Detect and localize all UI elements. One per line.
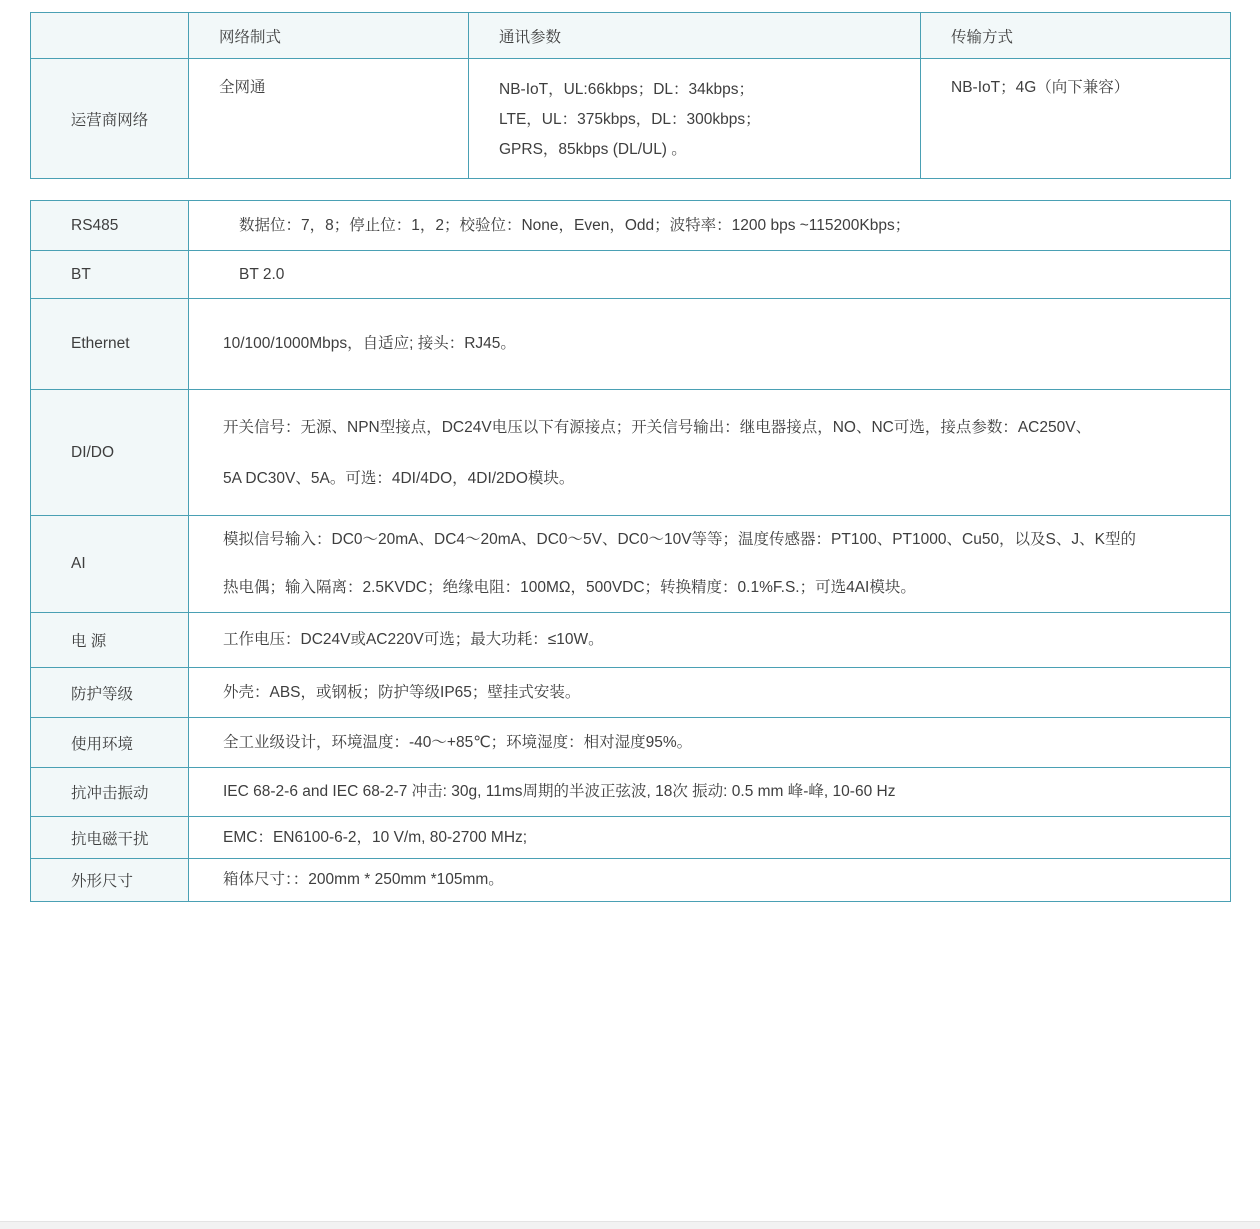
table-row — [31, 613, 1231, 668]
spec-value-line: 5A DC30V、5A。可选：4DI/4DO，4DI/2DO模块。 — [223, 469, 575, 487]
spec-label-dimensions: 外形尺寸 — [31, 859, 189, 902]
spec-value-line: 热电偶；输入隔离：2.5KVDC；绝缘电阻：100MΩ，500VDC；转换精度：0.1%F.S.；可选4AI模块。 — [223, 579, 916, 596]
header-empty-cell — [31, 13, 189, 59]
comm-params-line-nbiot: NB-IoT，UL:66kbps；DL：34kbps； — [499, 81, 754, 98]
header-comm-params: 通讯参数 — [469, 13, 921, 59]
comm-params-line-gprs: GPRS，85kbps (DL/UL) 。 — [499, 141, 687, 158]
header-transmission: 传输方式 — [921, 13, 1231, 59]
footer-strip — [0, 1221, 1260, 1229]
spec-value-shock-vibration — [189, 768, 1231, 817]
spec-table — [30, 200, 1231, 902]
spec-value-line: 全工业级设计，环境温度：-40～+85℃；环境湿度：相对湿度95%。 — [223, 733, 693, 751]
table-row — [31, 201, 1231, 251]
spec-value-line: BT 2.0 — [239, 265, 285, 283]
network-table-data-row — [31, 59, 1231, 179]
transmission-value: NB-IoT；4G（向下兼容） — [921, 59, 1231, 179]
spec-value-line: 模拟信号输入：DC0～20mA、DC4～20mA、DC0～5V、DC0～10V等等；温度传感器：PT100、PT1000、Cu50，以及S、J、K型的 — [223, 531, 1136, 548]
spec-value-line: 箱体尺寸：：200mm * 250mm *105mm。 — [223, 871, 504, 888]
spec-value-emi — [189, 817, 1231, 859]
spec-label-emi: 抗电磁干扰 — [31, 817, 189, 859]
network-table-header-row — [31, 13, 1231, 59]
table-row — [31, 718, 1231, 768]
spec-label-dido: DI/DO — [31, 390, 189, 516]
network-table — [30, 12, 1231, 179]
spec-value-line: 工作电压：DC24V或AC220V可选；最大功耗：≤10W。 — [223, 631, 604, 648]
table-row — [31, 390, 1231, 516]
spec-value-environment — [189, 718, 1231, 768]
table-row — [31, 817, 1231, 859]
comm-params-value — [469, 59, 921, 179]
spec-value-dimensions — [189, 859, 1231, 902]
spec-value-line: EMC：EN6100-6-2，10 V/m, 80-2700 MHz; — [223, 828, 528, 846]
table-row — [31, 251, 1231, 299]
spec-value-line: IEC 68-2-6 and IEC 68-2-7 冲击: 30g, 11ms周期的半波正弦波, 18次 振动: 0.5 mm 峰-峰, 10-60 Hz — [223, 783, 896, 800]
network-mode-value: 全网通 — [189, 59, 469, 179]
header-network-mode: 网络制式 — [189, 13, 469, 59]
carrier-network-label: 运营商网络 — [31, 59, 189, 179]
spec-label-environment: 使用环境 — [31, 718, 189, 768]
spec-value-rs485 — [189, 201, 1231, 251]
table-row — [31, 299, 1231, 390]
spec-label-rs485: RS485 — [31, 201, 189, 251]
spec-value-line: 开关信号：无源、NPN型接点，DC24V电压以下有源接点；开关信号输出：继电器接点，NO、NC可选，接点参数：AC250V、 — [223, 418, 1092, 436]
spec-value-ethernet — [189, 299, 1231, 390]
spec-value-bt — [189, 251, 1231, 299]
table-row — [31, 516, 1231, 613]
spec-label-power: 电 源 — [31, 613, 189, 668]
spec-label-shock-vibration: 抗冲击振动 — [31, 768, 189, 817]
spec-label-ethernet: Ethernet — [31, 299, 189, 390]
spec-value-ai — [189, 516, 1231, 613]
comm-params-line-lte: LTE，UL：375kbps，DL：300kbps； — [499, 111, 761, 128]
spec-value-line: 数据位：7，8；停止位：1，2；校验位：None，Even，Odd；波特率：1200 bps ~115200Kbps； — [239, 216, 911, 234]
table-row — [31, 768, 1231, 817]
spec-value-line: 10/100/1000Mbps，自适应; 接头：RJ45。 — [223, 335, 516, 352]
spec-label-bt: BT — [31, 251, 189, 299]
spec-value-line: 外壳：ABS，或钢板；防护等级IP65；壁挂式安装。 — [223, 683, 581, 701]
spec-value-dido — [189, 390, 1231, 516]
spec-value-power — [189, 613, 1231, 668]
table-row — [31, 859, 1231, 902]
table-row — [31, 668, 1231, 718]
spec-label-ai: AI — [31, 516, 189, 613]
spec-label-protection: 防护等级 — [31, 668, 189, 718]
spec-value-protection — [189, 668, 1231, 718]
